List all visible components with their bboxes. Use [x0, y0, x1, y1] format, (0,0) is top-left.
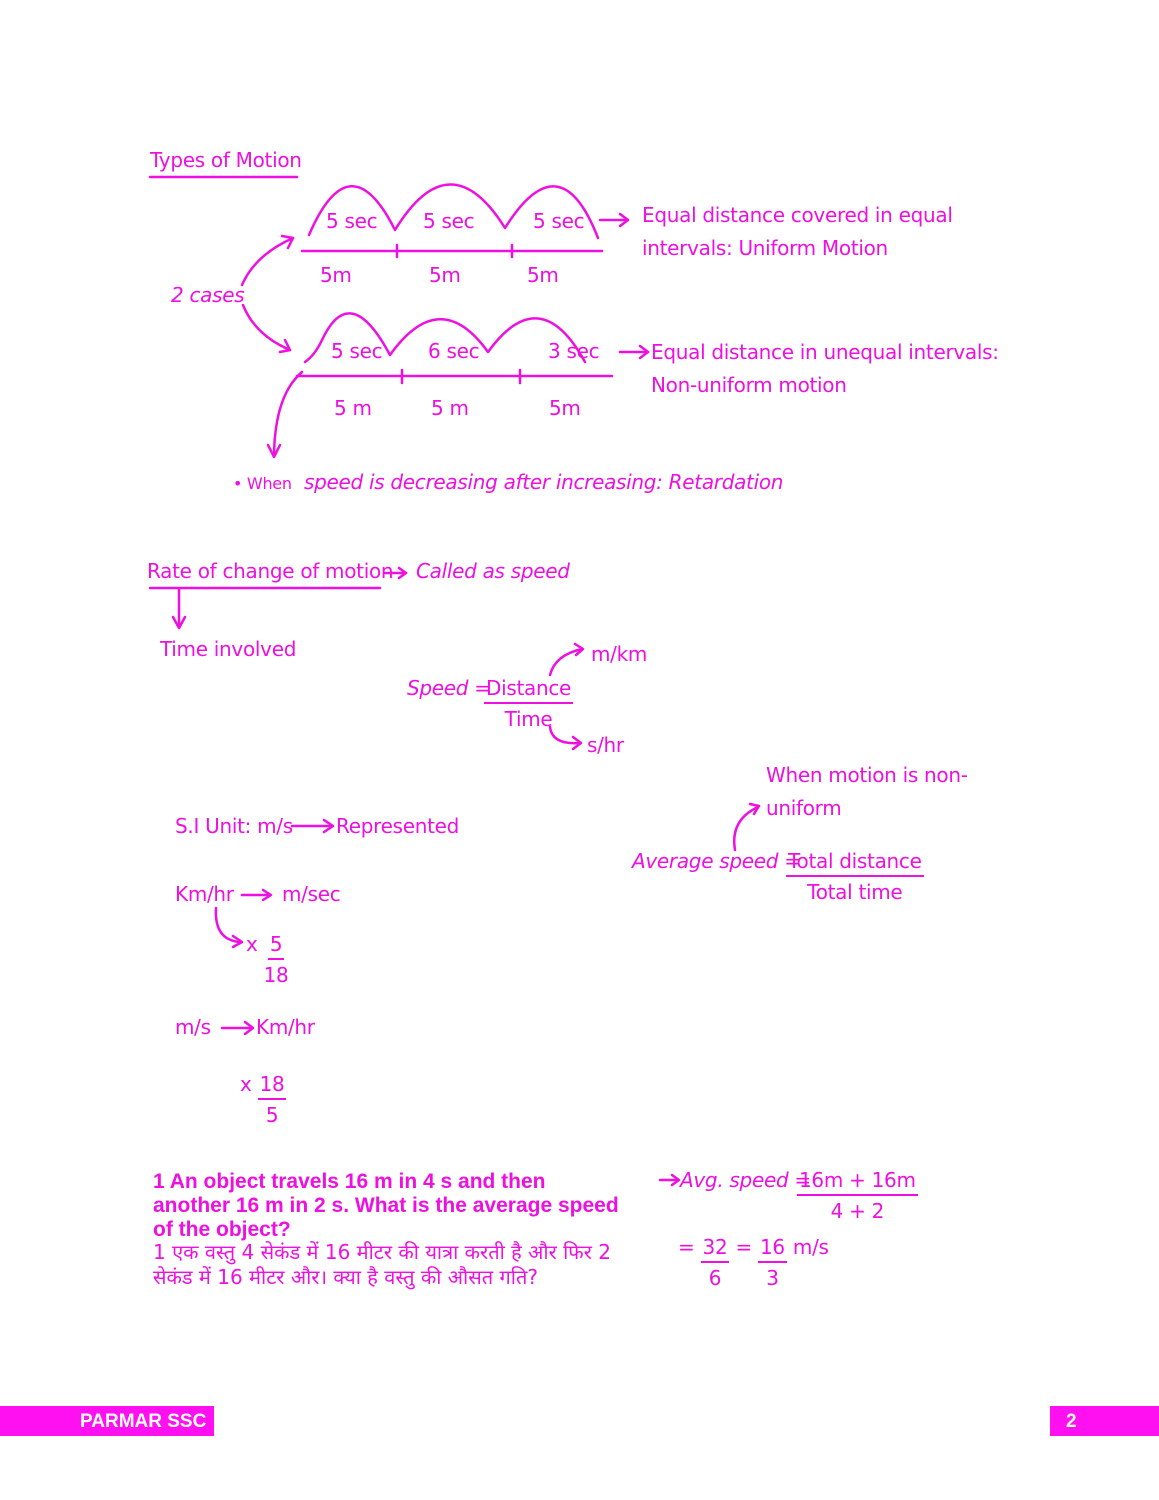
case1-interval-3: 5 sec — [533, 209, 585, 233]
question-english: 1 An object travels 16 m in 4 s and then another 16 m in 2 s. What is the average speed of the object? — [153, 1170, 619, 1241]
step2-equals2: = — [735, 1235, 752, 1259]
step2-equals: = — [678, 1235, 695, 1259]
factor2-prefix: x — [240, 1072, 252, 1096]
solution-denominator: 4 + 2 — [830, 1199, 885, 1223]
footer-brand-bar — [0, 1406, 214, 1436]
factor2-numerator: 18 — [258, 1072, 287, 1100]
case1-distance-1: 5m — [320, 263, 352, 287]
case1-interval-1: 5 sec — [326, 209, 378, 233]
section-heading: Types of Motion — [150, 148, 302, 172]
case2-distance-2: 5 m — [431, 396, 469, 420]
average-speed-note-line1: When motion is non- — [766, 763, 968, 787]
conversion2-to: Km/hr — [256, 1015, 315, 1039]
footer-brand: PARMAR SSC — [80, 1411, 207, 1432]
footer-page-bar — [1050, 1406, 1159, 1436]
retardation-bullet: • When — [233, 474, 292, 493]
factor2-denominator: 5 — [265, 1103, 279, 1127]
solution-fraction — [797, 1168, 918, 1223]
avg-denominator: Total time — [807, 880, 903, 904]
numerator-unit: m/km — [591, 642, 648, 666]
step2-fraction2 — [758, 1235, 787, 1290]
denominator-unit: s/hr — [587, 733, 624, 757]
si-unit-label: S.I Unit: m/s — [175, 814, 293, 838]
step2-frac1-den: 6 — [708, 1266, 722, 1290]
case2-description-line1: Equal distance in unequal intervals: — [651, 340, 999, 364]
retardation-text: speed is decreasing after increasing: Retardation — [304, 470, 784, 494]
step2-unit: m/s — [792, 1235, 829, 1259]
step2-frac2-num: 16 — [758, 1235, 787, 1263]
cases-label: 2 cases — [171, 283, 245, 307]
factor1-fraction — [264, 932, 289, 987]
case1-description-line1: Equal distance covered in equal — [642, 203, 953, 227]
conversion1-factor — [246, 932, 288, 987]
factor1-numerator: 5 — [268, 932, 284, 960]
avg-numerator: Total distance — [786, 849, 924, 877]
speed-formula-fraction — [484, 676, 573, 731]
factor1-prefix: x — [246, 932, 258, 956]
case2-interval-1: 5 sec — [331, 339, 383, 363]
rate-of-change-label: Rate of change of motion — [147, 559, 394, 583]
solution-lhs: Avg. speed = — [680, 1168, 811, 1192]
step2-frac2-den: 3 — [766, 1266, 779, 1290]
conversion2-from: m/s — [175, 1015, 211, 1039]
conversion1-from: Km/hr — [175, 882, 234, 906]
case2-description-line2: Non-uniform motion — [651, 373, 847, 397]
speed-formula-lhs: Speed = — [407, 676, 491, 700]
called-as-speed: Called as speed — [416, 559, 570, 583]
step2-frac1-num: 32 — [701, 1235, 730, 1263]
si-represented: Represented — [336, 814, 460, 838]
solution-numerator: 16m + 16m — [797, 1168, 918, 1196]
step2-fraction1 — [701, 1235, 730, 1290]
question-hindi: 1 एक वस्तु 4 सेकंड में 16 मीटर की यात्रा करती है और फिर 2 सेकंड में 16 मीटर और। क्या है वस्तु की औसत गति? — [153, 1240, 611, 1289]
average-speed-lhs: Average speed = — [632, 849, 801, 873]
average-speed-note-line2: uniform — [766, 796, 842, 820]
case1-interval-2: 5 sec — [423, 209, 475, 233]
average-speed-fraction — [786, 849, 924, 904]
solution-frac — [797, 1168, 918, 1223]
case1-description-line2: intervals: Uniform Motion — [642, 236, 888, 260]
time-involved: Time involved — [160, 637, 297, 661]
speed-denominator: Time — [504, 707, 553, 731]
speed-numerator: Distance — [484, 676, 573, 704]
solution-step2 — [678, 1235, 829, 1290]
case2-distance-3: 5m — [549, 396, 581, 420]
case2-distance-1: 5 m — [334, 396, 372, 420]
factor1-denominator: 18 — [263, 963, 289, 987]
case2-interval-2: 6 sec — [428, 339, 480, 363]
conversion2-factor — [240, 1072, 286, 1127]
page-number: 2 — [1066, 1411, 1077, 1432]
factor2-fraction — [258, 1072, 287, 1127]
case2-interval-3: 3 sec — [548, 339, 600, 363]
speed-fraction — [484, 676, 573, 731]
case1-distance-3: 5m — [527, 263, 559, 287]
avg-fraction — [786, 849, 924, 904]
conversion1-to: m/sec — [282, 882, 341, 906]
case1-distance-2: 5m — [429, 263, 461, 287]
